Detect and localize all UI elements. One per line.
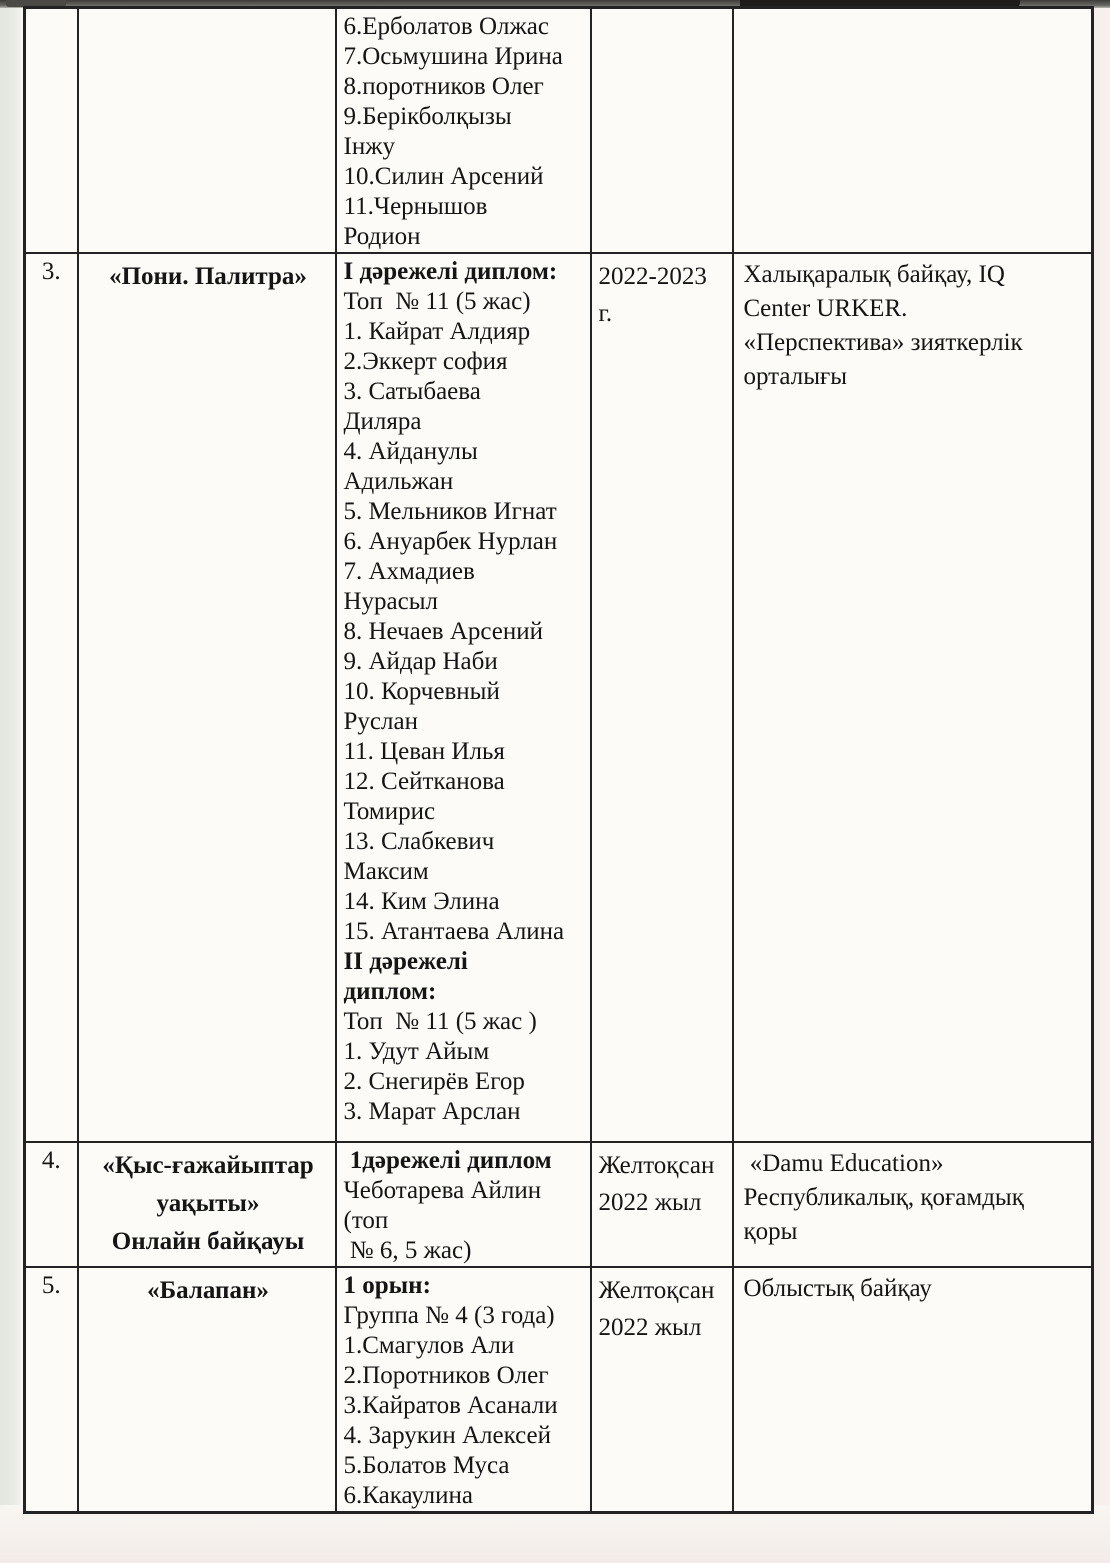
- cell-line: 10. Корчевный: [343, 678, 500, 705]
- cell-line: 2022-2023: [598, 263, 707, 290]
- table-row: [25, 253, 1093, 1142]
- cell-line: 5. Мельников Игнат: [343, 498, 557, 525]
- cell-line: (топ: [343, 1207, 389, 1234]
- cell-line: 7. Ахмадиев: [343, 558, 475, 585]
- cell-line: 3. Марат Арслан: [343, 1098, 521, 1125]
- cell-line: уақыты»: [156, 1190, 260, 1217]
- cell-line: 6.Какаулина: [343, 1482, 474, 1509]
- cell-date: [591, 253, 733, 1142]
- cell-line: «Балапан»: [147, 1277, 269, 1304]
- cell-line: Желтоқсан: [598, 1152, 715, 1179]
- scan-right-edge: [1093, 0, 1110, 1563]
- cell-line: 5.Болатов Муса: [343, 1452, 510, 1479]
- cell-number: [25, 8, 78, 254]
- cell-line: диплом:: [343, 978, 437, 1005]
- cell-line: Желтоқсан: [598, 1277, 715, 1304]
- cell-line: Республикалық, қоғамдық: [743, 1184, 1024, 1211]
- cell-line: 14. Ким Элина: [343, 888, 500, 915]
- cell-line: 11.Чернышов: [343, 193, 488, 220]
- cell-organizer: [733, 253, 1093, 1142]
- cell-line: Нурасыл: [343, 588, 439, 615]
- cell-line: қоры: [743, 1218, 798, 1245]
- cell-line: 2. Снегирёв Егор: [343, 1068, 525, 1095]
- cell-line: «Damu Education»: [743, 1150, 944, 1177]
- cell-line: 1. Удут Айым: [343, 1038, 490, 1065]
- cell-organizer: [733, 1267, 1093, 1513]
- cell-line: Максим: [343, 858, 429, 885]
- cell-line: Диляра: [343, 408, 422, 435]
- scan-left-edge: [0, 0, 21, 1563]
- cell-line: № 6, 5 жас): [343, 1237, 472, 1264]
- cell-results: [336, 1267, 591, 1513]
- cell-line: 9. Айдар Наби: [343, 648, 498, 675]
- cell-line: 2022 жыл: [598, 1314, 702, 1341]
- cell-line: 15. Атантаева Алина: [343, 918, 565, 945]
- cell-line: Чеботарева Айлин: [343, 1177, 542, 1204]
- cell-line: Родион: [343, 223, 421, 250]
- cell-line: 3. Сатыбаева: [343, 378, 481, 405]
- cell-line: 11. Цеван Илья: [343, 738, 505, 765]
- cell-line: Інжу: [343, 133, 395, 160]
- cell-line: 7.Осьмушина Ирина: [343, 43, 563, 70]
- cell-line: 3.Кайратов Асанали: [343, 1392, 558, 1419]
- cell-line: 6. Ануарбек Нурлан: [343, 528, 558, 555]
- cell-line: Группа № 4 (3 года): [343, 1302, 555, 1329]
- cell-line: г.: [598, 300, 613, 327]
- cell-line: 2022 жыл: [598, 1189, 702, 1216]
- cell-line: Топ № 11 (5 жас ): [343, 1008, 537, 1035]
- cell-line: 13. Слабкевич: [343, 828, 495, 855]
- cell-results: [336, 253, 591, 1142]
- cell-organizer: [733, 8, 1093, 254]
- cell-line: Халықаралық байқау, IQ: [743, 261, 1005, 288]
- cell-competition-name: [78, 8, 336, 254]
- cell-organizer: [733, 1142, 1093, 1267]
- cell-line: Топ № 11 (5 жас): [343, 288, 531, 315]
- cell-line: 8. Нечаев Арсений: [343, 618, 544, 645]
- cell-line: 1 орын:: [343, 1272, 431, 1299]
- cell-line: Адильжан: [343, 468, 454, 495]
- cell-competition-name: [78, 1267, 336, 1513]
- table-row: [25, 1267, 1093, 1513]
- cell-line: 12. Сейтканова: [343, 768, 505, 795]
- awards-table: [23, 6, 1094, 1514]
- cell-line: І дәрежелі диплом:: [343, 258, 558, 285]
- cell-line: «Пони. Палитра»: [109, 263, 307, 290]
- cell-number: 4.: [25, 1142, 78, 1267]
- cell-line: «Қыс-ғажайыптар: [102, 1152, 314, 1179]
- cell-line: 6.Ерболатов Олжас: [343, 13, 549, 40]
- cell-line: 1дәрежелі диплом: [343, 1147, 552, 1174]
- cell-line: Облыстық байқау: [743, 1275, 932, 1302]
- cell-number: 3.: [25, 253, 78, 1142]
- cell-line: 1. Кайрат Алдияр: [343, 318, 531, 345]
- cell-date: [591, 1142, 733, 1267]
- cell-line: Center URKER.: [743, 295, 908, 322]
- cell-number: 5.: [25, 1267, 78, 1513]
- cell-line: II дәрежелі: [343, 948, 468, 975]
- cell-line: орталығы: [743, 363, 848, 390]
- cell-line: «Перспектива» зияткерлік: [743, 329, 1023, 356]
- cell-line: 2.Поротников Олег: [343, 1362, 549, 1389]
- cell-line: 8.поротников Олег: [343, 73, 544, 100]
- cell-results: [336, 8, 591, 254]
- cell-line: Томирис: [343, 798, 436, 825]
- cell-line: Онлайн байқауы: [111, 1228, 305, 1255]
- cell-line: 4. Зарукин Алексей: [343, 1422, 551, 1449]
- cell-competition-name: [78, 253, 336, 1142]
- cell-line: 1.Смагулов Али: [343, 1332, 515, 1359]
- cell-line: 10.Силин Арсений: [343, 163, 544, 190]
- cell-line: Руслан: [343, 708, 418, 735]
- table-row-continuation: [25, 8, 1093, 254]
- cell-line: 2.Эккерт софия: [343, 348, 508, 375]
- cell-results: [336, 1142, 591, 1267]
- cell-date: [591, 1267, 733, 1513]
- cell-date: [591, 8, 733, 254]
- table-row: [25, 1142, 1093, 1267]
- cell-line: 9.Берікболқызы: [343, 103, 512, 130]
- cell-line: 4. Айданулы: [343, 438, 478, 465]
- cell-competition-name: [78, 1142, 336, 1267]
